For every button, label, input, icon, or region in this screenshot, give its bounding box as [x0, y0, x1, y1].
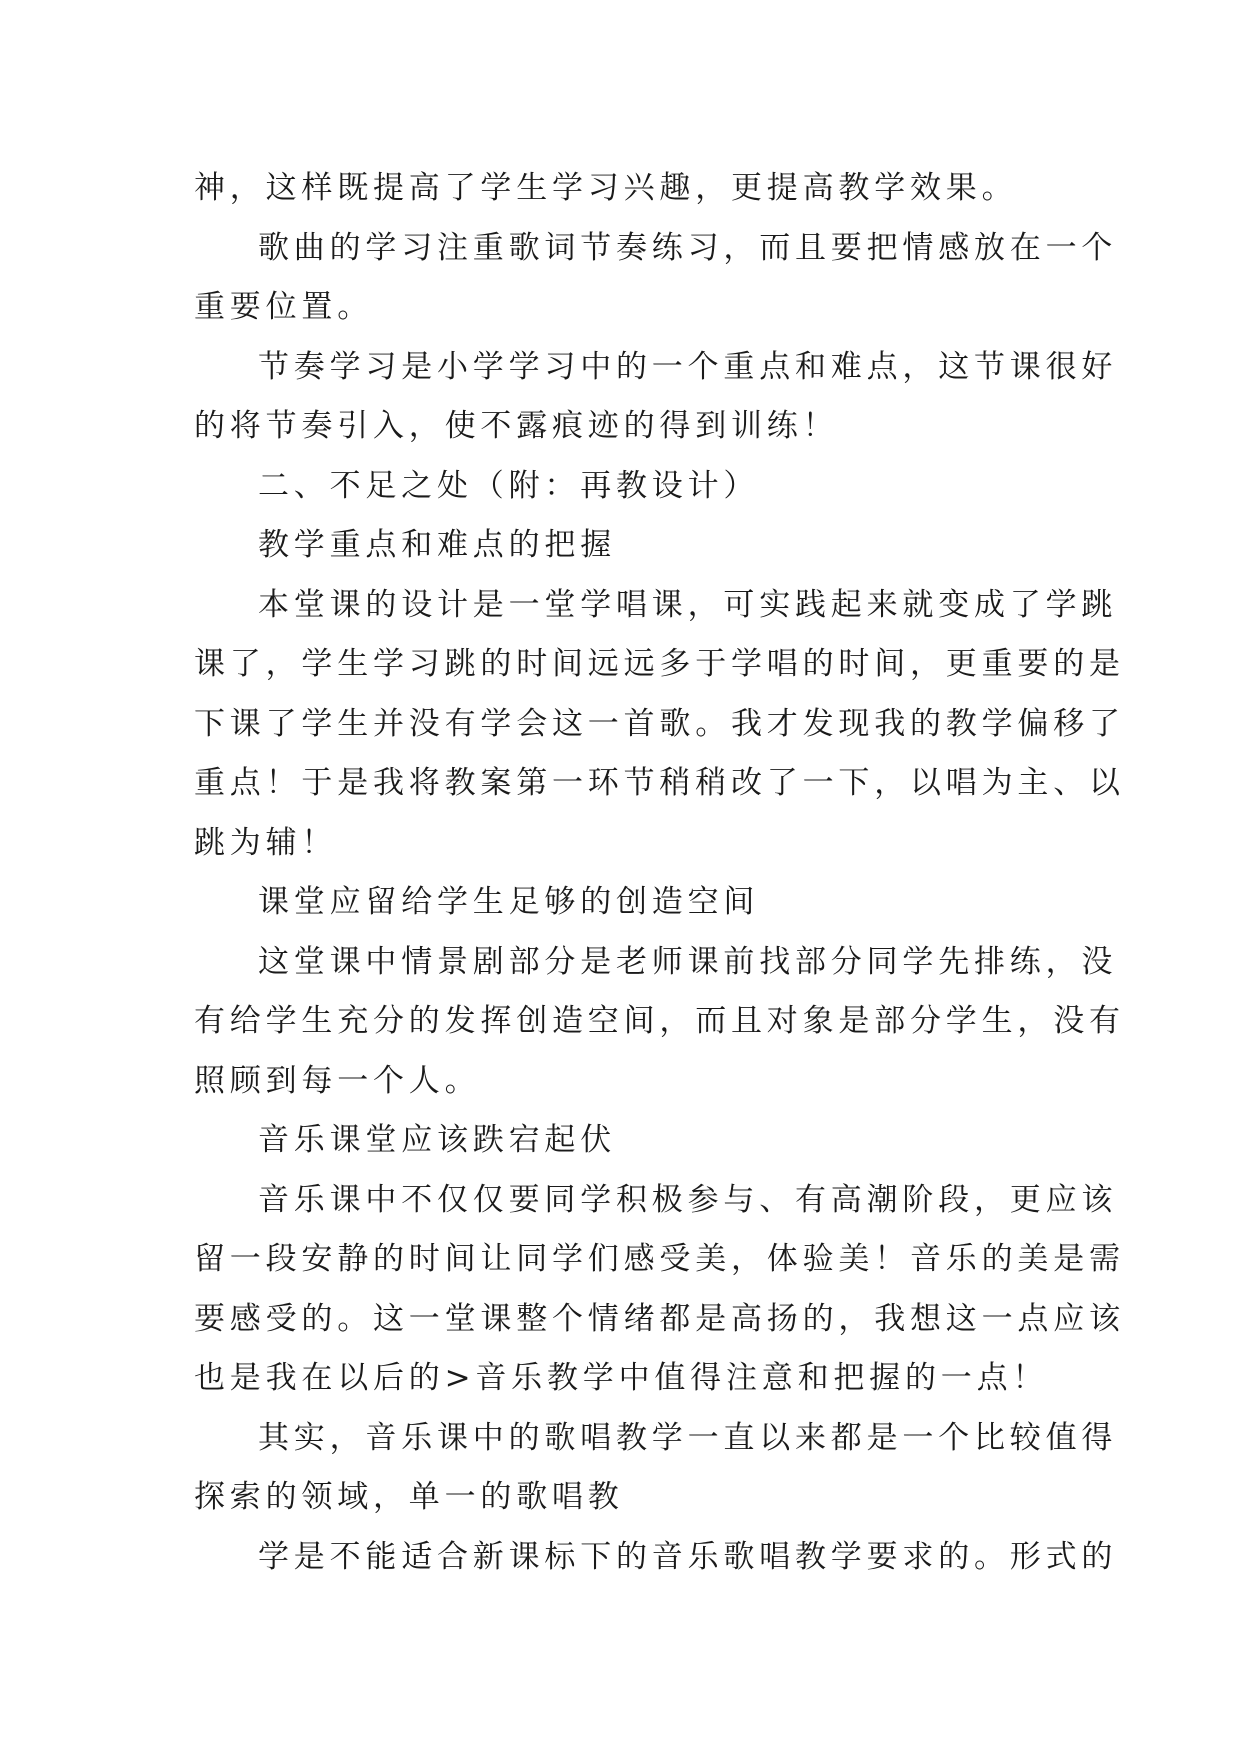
text-line: 节奏学习是小学学习中的一个重点和难点，这节课很好: [258, 348, 1118, 385]
text-line: 有给学生充分的发挥创造空间，而且对象是部分学生，没有: [194, 1003, 1125, 1039]
subheading: 课堂应留给学生足够的创造空间: [258, 884, 760, 920]
text-line: 这堂课中情景剧部分是老师课前找部分同学先排练，没: [258, 943, 1118, 980]
text-line: 其实，音乐课中的歌唱教学一直以来都是一个比较值得: [258, 1419, 1118, 1456]
text-line: 学是不能适合新课标下的音乐歌唱教学要求的。形式的: [258, 1538, 1118, 1575]
text-line: 课了，学生学习跳的时间远远多于学唱的时间，更重要的是: [194, 646, 1125, 682]
subheading: 音乐课堂应该跌宕起伏: [258, 1122, 616, 1158]
section-heading: 二、不足之处（附：再教设计）: [258, 467, 760, 504]
text-line: 跳为辅！: [194, 824, 338, 861]
text-line: 神，这样既提高了学生学习兴趣，更提高教学效果。: [194, 170, 1018, 206]
text-line: 照顾到每一个人。: [194, 1062, 481, 1099]
text-line: 也是我在以后的>音乐教学中值得注意和把握的一点！: [194, 1360, 1049, 1396]
text-line: 重点！于是我将教案第一环节稍稍改了一下，以唱为主、以: [194, 765, 1125, 801]
text-line: 探索的领域，单一的歌唱教: [194, 1479, 624, 1515]
text-line: 的将节奏引入，使不露痕迹的得到训练！: [194, 408, 839, 444]
subheading: 教学重点和难点的把握: [258, 527, 616, 563]
text-line: 留一段安静的时间让同学们感受美，体验美！音乐的美是需: [194, 1241, 1125, 1277]
text-line: 重要位置。: [194, 289, 373, 325]
text-line: 下课了学生并没有学会这一首歌。我才发现我的教学偏移了: [194, 705, 1125, 742]
body-text: [194, 159, 1125, 1587]
text-line: 要感受的。这一堂课整个情绪都是高扬的，我想这一点应该: [194, 1300, 1125, 1337]
text-line: 本堂课的设计是一堂学唱课，可实践起来就变成了学跳: [258, 586, 1118, 623]
text-line: 歌曲的学习注重歌词节奏练习，而且要把情感放在一个: [258, 229, 1118, 266]
text-line: 音乐课中不仅仅要同学积极参与、有高潮阶段，更应该: [258, 1181, 1118, 1218]
